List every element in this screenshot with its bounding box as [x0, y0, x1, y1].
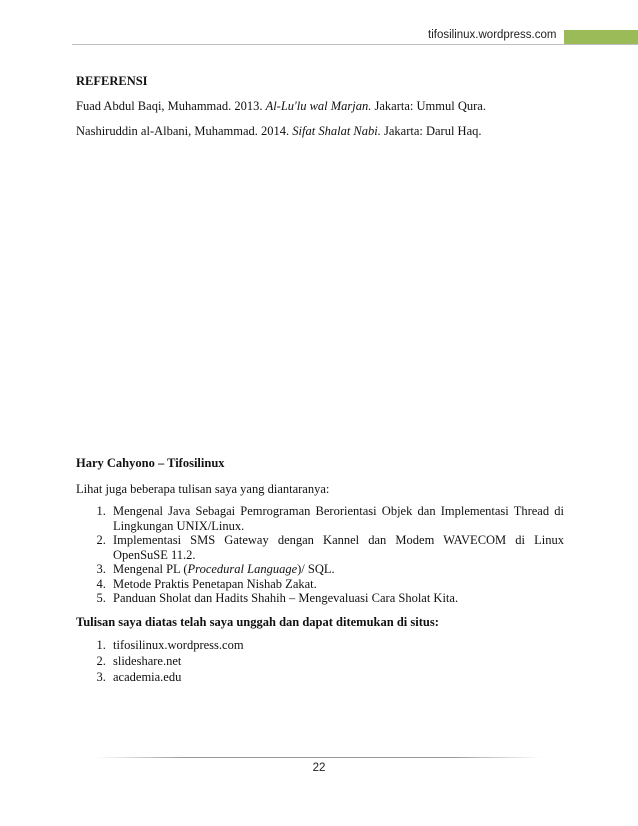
list-item: 3. academia.edu [109, 669, 564, 685]
reference-item [76, 98, 564, 114]
list-item: 1. Mengenal Java Sebagai Pemrograman Berorientasi Objek dan Implementasi Thread di Lingkungan UNIX/Linux. [109, 504, 564, 533]
references-title: REFERENSI [76, 74, 148, 88]
works-list [76, 504, 564, 606]
reference-item [76, 123, 564, 139]
list-item: 2. Implementasi SMS Gateway dengan Kannel dan Modem WAVECOM di Linux OpenSuSE 11.2. [109, 533, 564, 562]
list-item-text: )/ SQL. [297, 562, 335, 576]
sites-title: Tulisan saya diatas telah saya unggah dan dapat ditemukan di situs: [76, 614, 439, 629]
reference-book-title: Sifat Shalat Nabi. [292, 124, 381, 138]
reference-text: Jakarta: Darul Haq. [380, 124, 482, 138]
reference-book-title: Al-Lu'lu wal Marjan. [265, 99, 372, 113]
list-item: 1. tifosilinux.wordpress.com [109, 637, 564, 653]
author-section [76, 455, 564, 685]
header-accent-bar [564, 30, 638, 44]
reference-text: Fuad Abdul Baqi, Muhammad. 2013. [76, 99, 266, 113]
page-number: 22 [312, 762, 326, 774]
list-item: 5. Panduan Sholat dan Hadits Shahih – Mengevaluasi Cara Sholat Kita. [109, 591, 564, 606]
list-item: 2. slideshare.net [109, 653, 564, 669]
footer-divider [96, 757, 542, 758]
header-site: tifosilinux.wordpress.com [428, 29, 557, 41]
references-section [76, 73, 564, 139]
author-intro: Lihat juga beberapa tulisan saya yang diantaranya: [76, 482, 330, 496]
header-divider [72, 44, 638, 45]
sites-list [76, 637, 564, 685]
reference-text: Nashiruddin al-Albani, Muhammad. 2014. [76, 124, 293, 138]
list-item-italic: Procedural Language [187, 562, 298, 576]
list-item-text: Mengenal PL ( [113, 562, 188, 576]
reference-text: Jakarta: Ummul Qura. [371, 99, 486, 113]
author-title: Hary Cahyono – Tifosilinux [76, 456, 225, 470]
list-item [109, 562, 564, 577]
list-item: 4. Metode Praktis Penetapan Nishab Zakat. [109, 577, 564, 592]
